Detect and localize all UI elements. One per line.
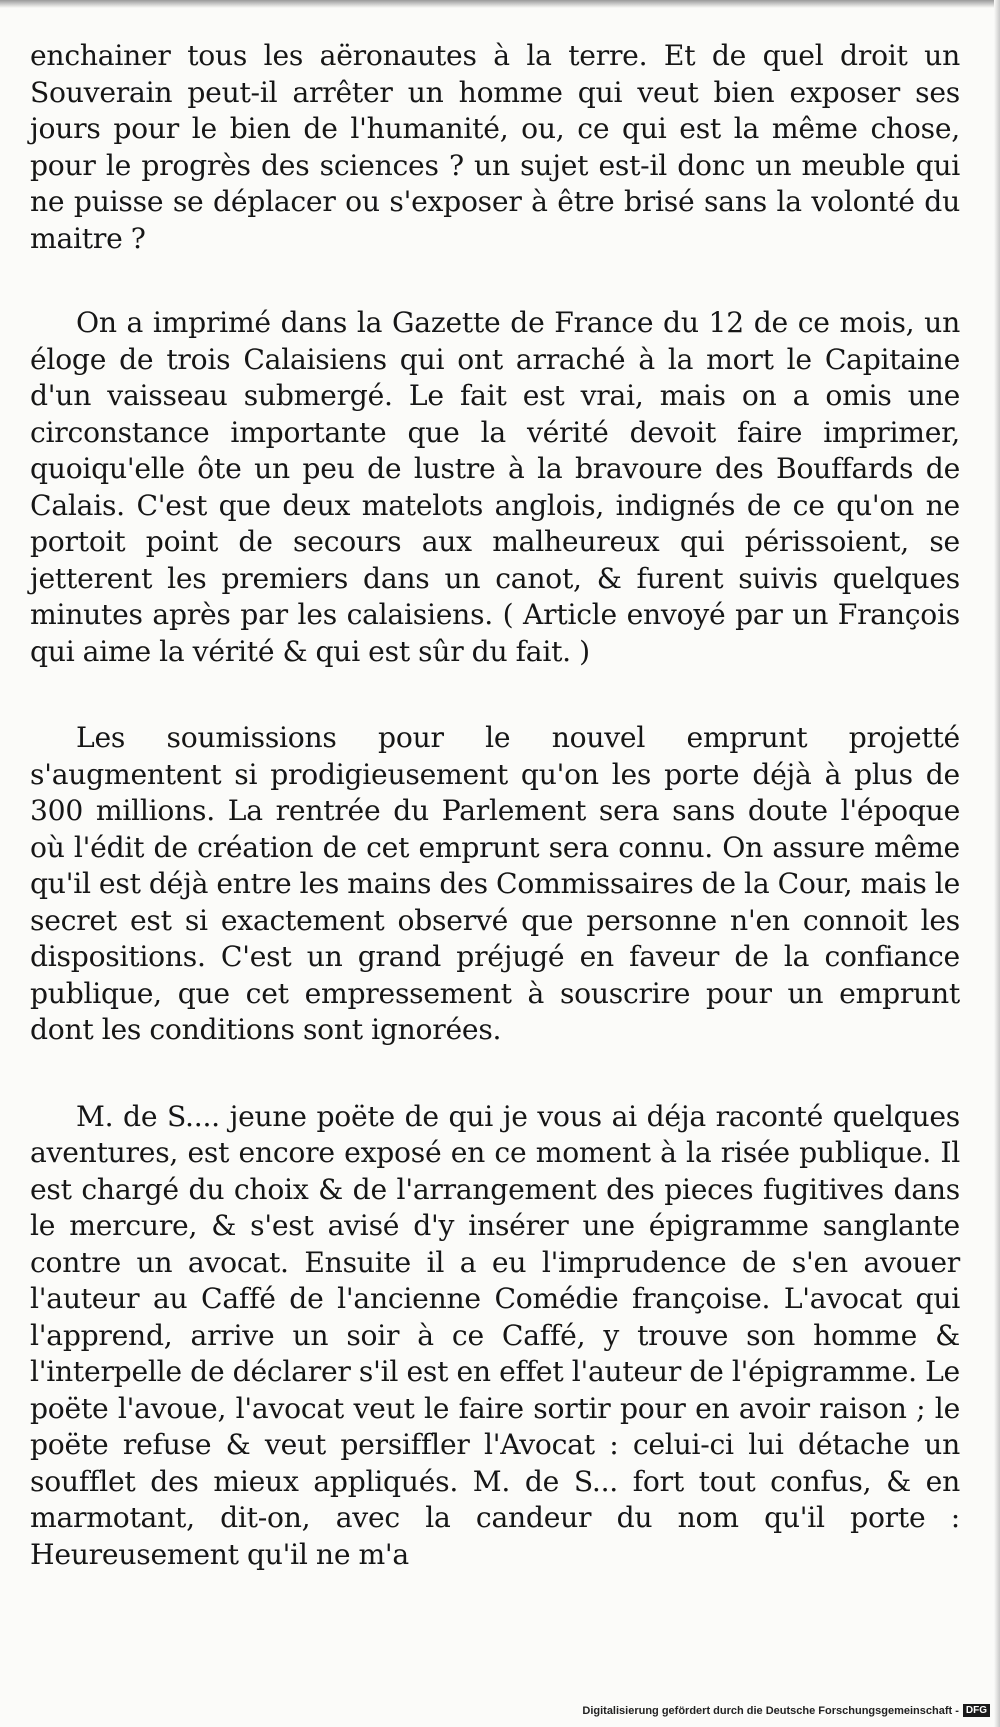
page-top-edge bbox=[0, 0, 1000, 8]
paragraph-4: M. de S.... jeune poëte de qui je vous ai déja raconté quelques aventures, est encore exposé en ce moment à la risée publique. Il est chargé du choix & de l'arrangement des pieces fugitives dans le mercure, & s'est avisé d'y insérer une épigramme sanglante contre un avocat. Ensuite il a eu l'imprudence de s'en avouer l'auteur au Caffé de l'ancienne Comédie françoise. L'avocat qui l'apprend, arrive un soir à ce Caffé, y trouve son homme & l'interpelle de déclarer s'il est en effet l'auteur de l'épigramme. Le poëte l'avoue, l'avocat veut le faire sortir pour en avoir raison ; le poëte refuse & veut persiffler l'Avocat : celui-ci lui détache un soufflet des mieux appliqués. M. de S... fort tout confus, & en marmotant, dit-on, avec la candeur du nom qu'il porte : Heureusement qu'il ne m'a bbox=[30, 1099, 960, 1571]
digitization-footer bbox=[582, 1704, 990, 1717]
body-text bbox=[30, 38, 960, 1573]
page-right-edge bbox=[994, 0, 1000, 1727]
paragraph-1: enchainer tous les aëronautes à la terre. Et de quel droit un Souverain peut-il arrêter un homme qui veut bien exposer ses jours pour le bien de l'humanité, ou, ce qui est la même chose, pour le progrès des sciences ? un sujet est-il donc un meuble qui ne puisse se déplacer ou s'exposer à être brisé sans la volonté du maitre ? bbox=[30, 39, 960, 255]
dfg-logo: DFG bbox=[963, 1704, 990, 1717]
footer-credit: Digitalisierung gefördert durch die Deutsche Forschungsgemeinschaft - bbox=[582, 1704, 959, 1717]
paragraph-3: Les soumissions pour le nouvel emprunt projetté s'augmentent si prodigieusement qu'on les porte déjà à plus de 300 millions. La rentrée du Parlement sera sans doute l'époque où l'édit de création de cet emprunt sera connu. On assure même qu'il est déjà entre les mains des Commissaires de la Cour, mais le secret est si exactement observé que personne n'en connoit les dispositions. C'est un grand préjugé en faveur de la confiance publique, que cet empressement à souscrire pour un emprunt dont les conditions sont ignorées. bbox=[30, 721, 960, 1046]
paragraph-2: On a imprimé dans la Gazette de France du 12 de ce mois, un éloge de trois Calaisiens qui ont arraché à la mort le Capitaine d'un vaisseau submergé. Le fait est vrai, mais on a omis une circonstance importante que la vérité devoit faire imprimer, quoiqu'elle ôte un peu de lustre à la bravoure des Bouffards de Calais. C'est que deux matelots anglois, indignés de ce qu'on ne portoit point de secours aux malheureux qui périssoient, se jetterent les premiers dans un canot, & furent suivis quelques minutes après par les calaisiens. ( Article envoyé par un François qui aime la vérité & qui est sûr du fait. ) bbox=[30, 306, 960, 668]
